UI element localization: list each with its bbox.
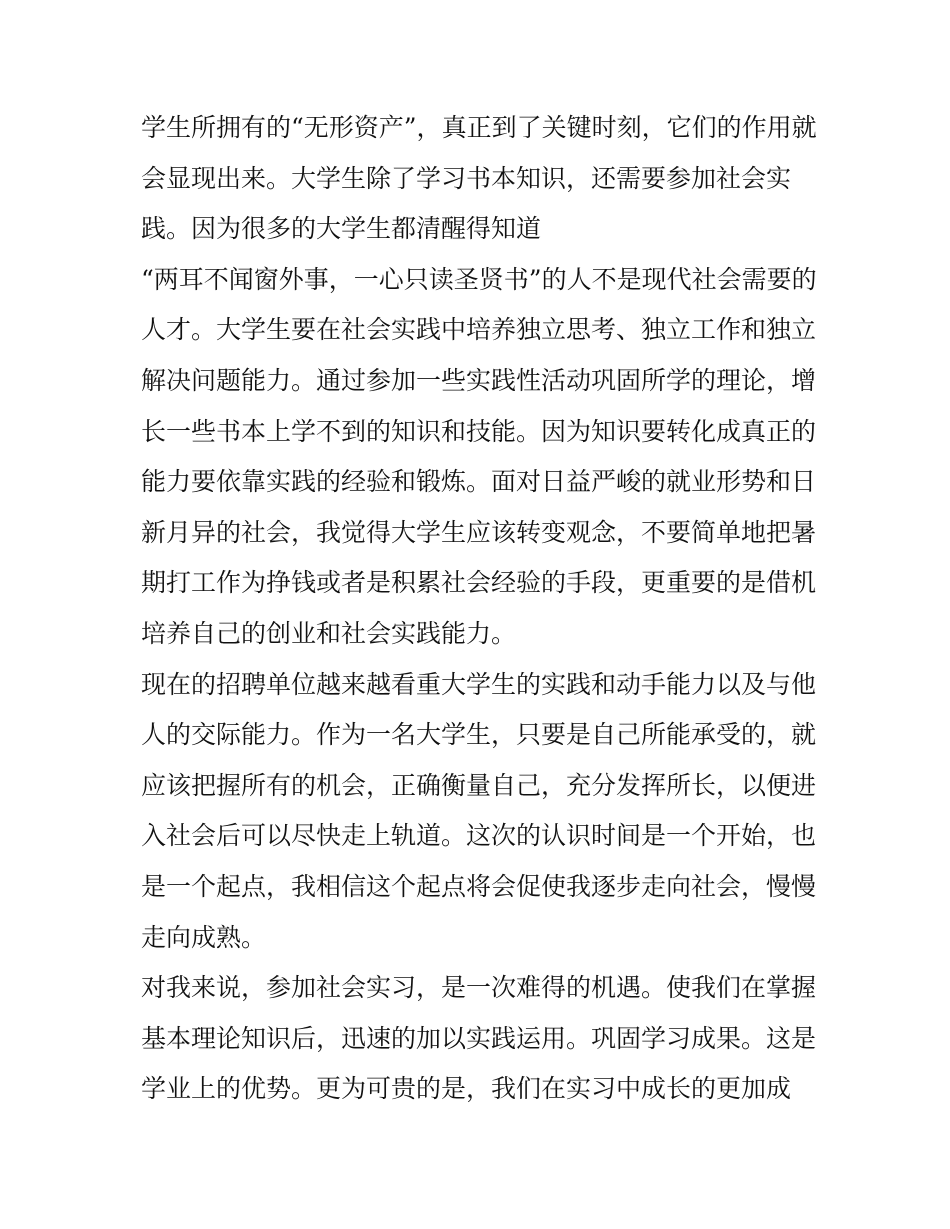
text-line: 人的交际能力。作为一名大学生，只要是自己所能承受的，就 [141, 720, 817, 750]
text-line: 学生所拥有的“无形资产”，真正到了关键时刻，它们的作用就 [141, 113, 817, 142]
text-line: 能力要依靠实践的经验和锻炼。面对日益严峻的就业形势和日 [141, 467, 817, 497]
text-line: 入社会后可以尽快走上轨道。这次的认识时间是一个开始，也 [141, 821, 817, 851]
text-line: 是一个起点，我相信这个起点将会促使我逐步走向社会，慢慢 [141, 871, 817, 901]
text-line: 基本理论知识后，迅速的加以实践运用。巩固学习成果。这是 [141, 1023, 817, 1053]
text-line: 对我来说，参加社会实习，是一次难得的机遇。使我们在掌握 [141, 973, 817, 1003]
text-line: 人才。大学生要在社会实践中培养独立思考、独立工作和独立 [141, 315, 817, 345]
body-text [141, 103, 821, 1115]
text-line: 解决问题能力。通过参加一些实践性活动巩固所学的理论，增 [141, 365, 817, 395]
text-line: 培养自己的创业和社会实践能力。 [141, 618, 517, 648]
text-line: 长一些书本上学不到的知识和技能。因为知识要转化成真正的 [141, 416, 817, 446]
text-line: “两耳不闻窗外事，一心只读圣贤书”的人不是现代社会需要的 [141, 264, 817, 294]
text-line: 现在的招聘单位越来越看重大学生的实践和动手能力以及与他 [141, 669, 817, 699]
text-line: 践。因为很多的大学生都清醒得知道 [141, 214, 542, 244]
text-line: 新月异的社会，我觉得大学生应该转变观念，不要简单地把暑 [141, 517, 817, 547]
text-line: 应该把握所有的机会，正确衡量自己，充分发挥所长，以便进 [141, 770, 817, 800]
text-line: 走向成熟。 [141, 922, 267, 952]
text-line: 期打工作为挣钱或者是积累社会经验的手段，更重要的是借机 [141, 568, 817, 598]
text-line: 会显现出来。大学生除了学习书本知识，还需要参加社会实 [141, 163, 792, 193]
text-line: 学业上的优势。更为可贵的是，我们在实习中成长的更加成 [141, 1074, 792, 1104]
